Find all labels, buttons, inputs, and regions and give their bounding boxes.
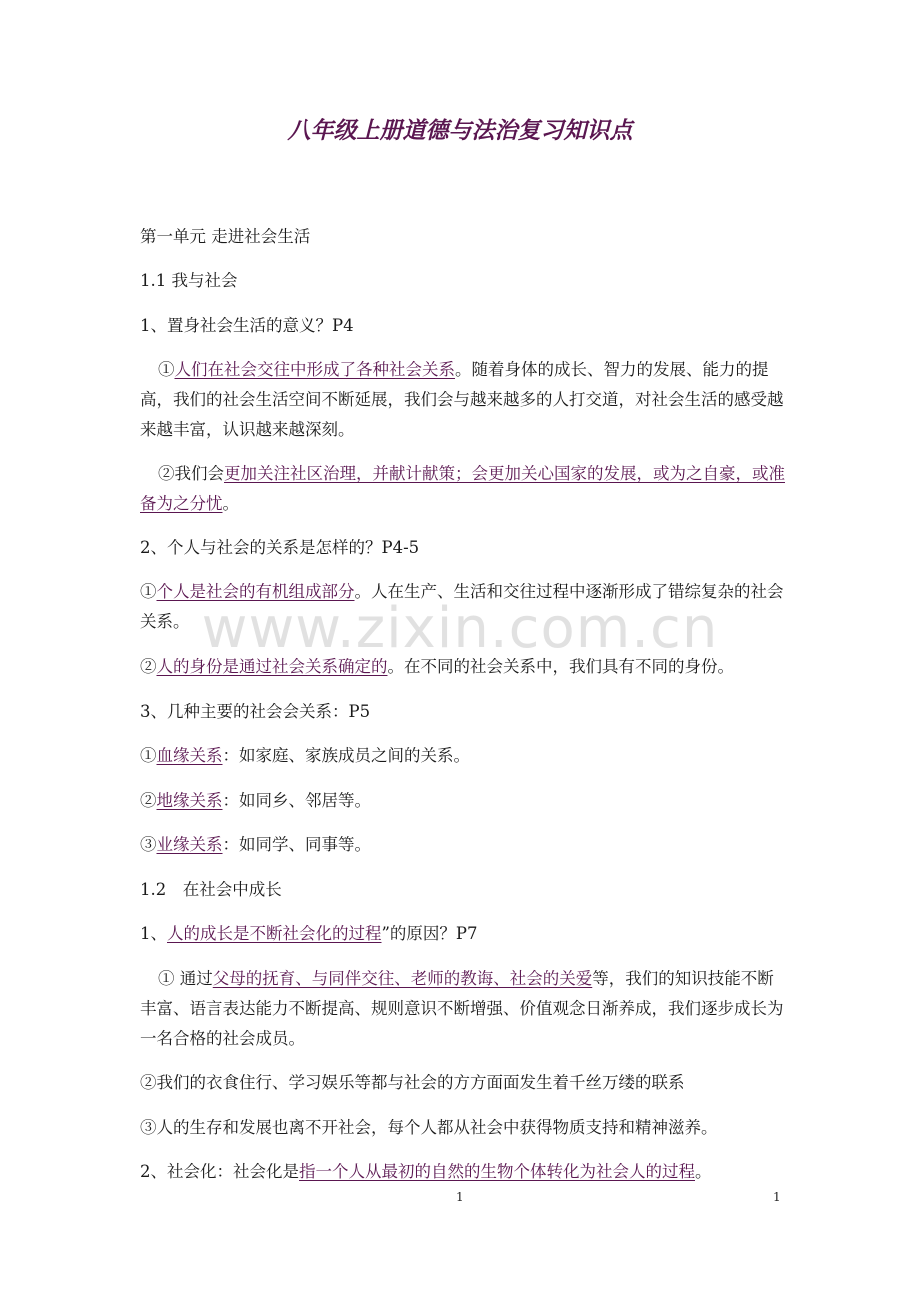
page-number: 1 <box>456 1190 464 1204</box>
question: 1、置身社会生活的意义？P4 <box>140 316 354 335</box>
answer-paragraph: ① 通过父母的抚育、与同伴交往、老师的教诲、社会的关爱等，我们的知识技能不断丰富、语言表达能力不断提高、规则意识不断增强、价值观念日渐养成，我们逐步成长为一名合格的社会成员。 <box>140 969 784 1048</box>
answer-paragraph: ①个人是社会的有机组成部分。人在生产、生活和交往过程中逐渐形成了错综复杂的社会关系。 <box>140 582 784 631</box>
section-heading: 1.2 在社会中成长 <box>140 880 282 899</box>
list-item: ③业缘关系：如同学、同事等。 <box>140 835 371 854</box>
unit-heading: 第一单元 走进社会生活 <box>140 227 311 246</box>
watermark: www.zixin.com.cn <box>201 596 719 661</box>
question: 2、个人与社会的关系是怎样的？P4-5 <box>140 538 420 557</box>
answer-paragraph: ②我们的衣食住行、学习娱乐等都与社会的方方面面发生着千丝万缕的联系 <box>140 1073 685 1092</box>
answer-paragraph: ②我们会更加关注社区治理，并献计献策；会更加关心国家的发展，或为之自豪，或准备为之分忧。 <box>140 464 785 513</box>
question: 3、几种主要的社会会关系：P5 <box>140 702 371 721</box>
question: 1、人的成长是不断社会化的过程”的原因？P7 <box>140 924 478 943</box>
page-number-right: 1 <box>773 1190 781 1204</box>
answer-paragraph: 2、社会化：社会化是指一个人从最初的自然的生物个体转化为社会人的过程。 <box>140 1162 712 1181</box>
answer-paragraph: ③人的生存和发展也离不开社会，每个人都从社会中获得物质支持和精神滋养。 <box>140 1118 718 1137</box>
document-title: 八年级上册道德与法治复习知识点 <box>287 118 633 144</box>
section-heading: 1.1 我与社会 <box>140 271 238 290</box>
list-item: ②地缘关系：如同乡、邻居等。 <box>140 791 371 810</box>
list-item: ①血缘关系：如家庭、家族成员之间的关系。 <box>140 746 470 765</box>
answer-paragraph: ①人们在社会交往中形成了各种社会关系。随着身体的成长、智力的发展、能力的提高，我们的社会生活空间不断延展，我们会与越来越多的人打交道，对社会生活的感受越来越丰富，认识越来越深刻。 <box>140 360 784 439</box>
answer-paragraph: ②人的身份是通过社会关系确定的。在不同的社会关系中，我们具有不同的身份。 <box>140 657 734 676</box>
